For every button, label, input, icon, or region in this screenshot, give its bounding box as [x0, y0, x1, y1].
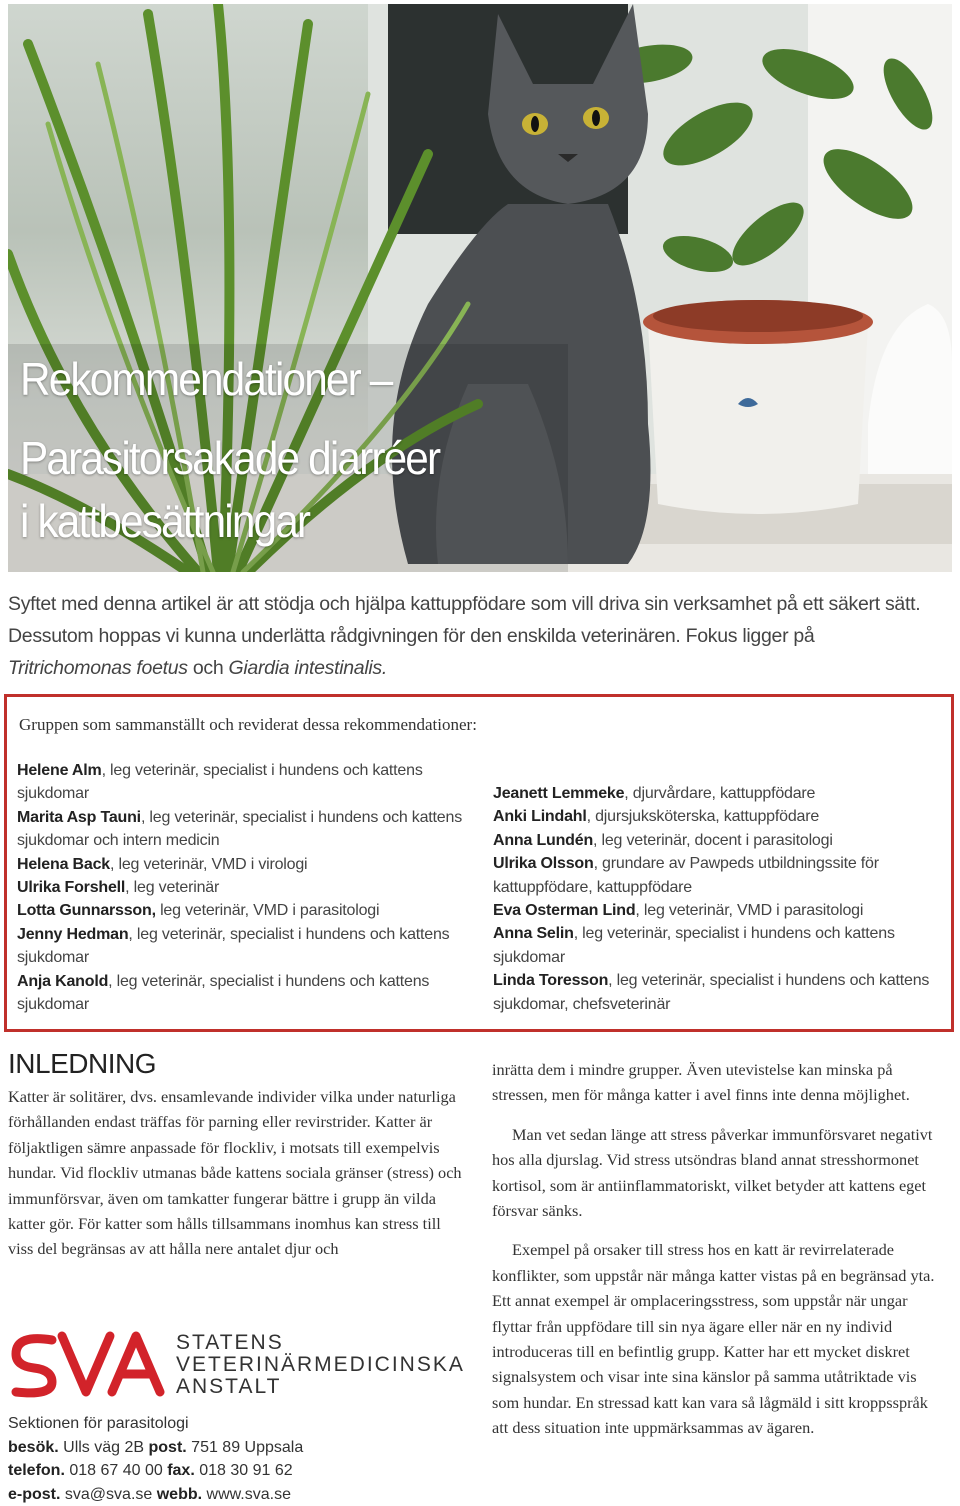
right-column-text: [492, 1057, 944, 1455]
agency-name: [176, 1332, 465, 1398]
author-name: Helene Alm: [17, 762, 102, 779]
agency-line-2: VETERINÄRMEDICINSKA: [176, 1353, 465, 1376]
author-desc: , djursjuksköterska, kattuppfödare: [586, 808, 820, 826]
post-value: 751 89 Uppsala: [186, 1438, 304, 1456]
author-name: Helena Back: [17, 855, 110, 873]
author-desc: , leg veterinär, specialist i hundens och kattens sjukdomar: [17, 972, 430, 1014]
email-label: e-post.: [8, 1485, 61, 1503]
lead-text-1: Syftet med denna artikel är att stödja och hjälpa kattuppfödare som vill driva sin verksamhet på ett säkert sätt. Dessutom hoppas vi kunna underlätta rådgivningen för den enskilda veterinären. Fokus ligger på: [8, 593, 921, 647]
section-heading-inledning: INLEDNING: [8, 1048, 156, 1079]
authors-right-column: [493, 782, 933, 1016]
lead-paragraph: [8, 588, 938, 684]
fax-label: fax.: [167, 1462, 195, 1480]
author-name: Ulrika Olsson: [493, 855, 594, 873]
author-name: Eva Osterman Lind: [493, 902, 636, 920]
author-entry: [17, 806, 467, 853]
author-desc: , leg veterinär, VMD i parasitologi: [635, 902, 864, 920]
author-desc: , djurvårdare, kattuppfödare: [624, 785, 816, 802]
author-entry: [17, 899, 467, 922]
lead-text-2: och: [187, 657, 229, 679]
contact-address-line: [8, 1436, 303, 1460]
email-link[interactable]: sva@sva.se: [60, 1485, 157, 1503]
author-desc: , leg veterinär, specialist i hundens och kattens sjukdomar: [17, 925, 450, 967]
title-line-2: Parasitorsakade diarréer: [20, 432, 440, 484]
hero-photo: [8, 4, 952, 572]
intro-paragraph: Katter är solitärer, dvs. ensamlevande individer vilka under naturliga förhållanden endast träffas för parning eller revirstrider. Katter är följaktligen sämre anpassade för flockliv, i motsats till exempelvis hundar. Vid flockliv utmanas både kattens sociala gränser (stress) och immunförsvar, även om tamkatter fungerar bättre i grupp än vilda katter gör. För katter som hålls tillsammans inomhus kan stress till viss del begränsas av att hålla nere antalet djur och: [8, 1087, 462, 1259]
agency-line-3: ANSTALT: [176, 1375, 282, 1398]
author-entry: [17, 853, 467, 876]
body-paragraph-1: inrätta dem i mindre grupper. Även utevistelse kan minska på stressen, men för många katter i avel finns inte denna möjlighet.: [492, 1060, 910, 1105]
author-desc: , leg veterinär, docent i parasitologi: [593, 831, 833, 849]
post-label: post.: [148, 1438, 187, 1456]
author-desc: , leg veterinär, specialist i hundens och kattens sjukdomar: [17, 762, 423, 803]
agency-line-1: STATENS: [176, 1331, 284, 1354]
body-paragraph-2: Man vet sedan länge att stress påverkar immunförsvaret negativt hos alla djurslag. Vid stress utsöndras bland annat stresshormonet kortisol, som är antiinflammatoriskt, vilket betyder att kattens eget försvar sänks.: [492, 1124, 933, 1221]
author-entry: [493, 899, 933, 922]
author-name: Linda Toresson: [493, 972, 609, 990]
author-name: Anna Selin: [493, 925, 574, 943]
phone-label: telefon.: [8, 1462, 65, 1480]
author-desc: , leg veterinär, VMD i virologi: [109, 855, 308, 873]
author-entry: [493, 969, 933, 1016]
author-name: Anki Lindahl: [493, 808, 587, 826]
authors-box: [4, 694, 954, 1032]
sva-logo: [8, 1330, 168, 1400]
contact-info: [8, 1412, 303, 1506]
title-line-1: Rekommendationer –: [20, 353, 392, 405]
author-entry: [17, 759, 467, 806]
author-name: Ulrika Forshell: [17, 879, 126, 897]
author-entry: [493, 852, 933, 899]
author-name: Lotta Gunnarsson,: [17, 902, 156, 920]
author-desc: , leg veterinär, specialist i hundens och kattens sjukdomar, chefsveterinär: [493, 972, 930, 1013]
author-entry: [493, 782, 933, 805]
title-line-3: i kattbesättningar: [20, 495, 310, 547]
author-entry: [17, 923, 467, 970]
author-desc: , leg veterinär: [125, 879, 220, 897]
author-name: Marita Asp Tauni: [17, 808, 141, 826]
contact-web-line: [8, 1483, 303, 1506]
authors-left-column: [17, 759, 467, 1016]
authors-heading: Gruppen som sammanställt och reviderat dessa rekommendationer:: [19, 715, 477, 734]
phone-value: 018 67 40 00: [64, 1462, 168, 1480]
author-entry: [493, 805, 933, 828]
author-name: Jeanett Lemmeke: [493, 785, 625, 802]
fax-value: 018 30 91 62: [194, 1462, 293, 1480]
author-name: Jenny Hedman: [17, 925, 129, 943]
author-entry: [17, 970, 467, 1017]
author-desc: , grundare av Pawpeds utbildningssite för kattuppfödare, kattuppfödare: [493, 855, 879, 896]
visit-value: Ulls väg 2B: [58, 1438, 149, 1456]
visit-label: besök.: [8, 1438, 59, 1456]
author-entry: [493, 829, 933, 852]
lead-italic-1: Tritrichomonas foetus: [8, 657, 188, 679]
body-paragraph-3: Exempel på orsaker till stress hos en katt är revirrelaterade konflikter, som uppstår när många katter vistas på en begränsad yta. Ett annat exempel är omplaceringsstress, som uppstår när ungar flyttar från uppfödare till sin nya ägare eller när en ny individ introduceras till en befintlig grupp. Katter har ett mycket diskret signalsystem och visar inte sina känslor på samma utåtriktade vis som hundar. En stressad katt kan vara så lågmäld i sitt kroppsspråk att dess situation inte uppmärksammas av ägaren.: [492, 1240, 935, 1438]
lead-italic-2: Giardia intestinalis.: [228, 657, 387, 679]
author-entry: [17, 876, 467, 899]
author-name: Anja Kanold: [17, 972, 109, 990]
author-desc: , leg veterinär, specialist i hundens och kattens sjukdomar och intern medicin: [17, 808, 462, 850]
author-desc: leg veterinär, VMD i parasitologi: [155, 902, 380, 920]
web-label: webb.: [156, 1485, 203, 1503]
author-name: Anna Lundén: [493, 831, 594, 849]
author-entry: [493, 922, 933, 969]
contact-section: Sektionen för parasitologi: [8, 1415, 189, 1432]
cat-with-plants-illustration: [8, 4, 952, 572]
web-link[interactable]: www.sva.se: [202, 1485, 291, 1503]
contact-phone-line: [8, 1459, 303, 1483]
author-desc: , leg veterinär, specialist i hundens och kattens sjukdomar: [493, 925, 895, 966]
